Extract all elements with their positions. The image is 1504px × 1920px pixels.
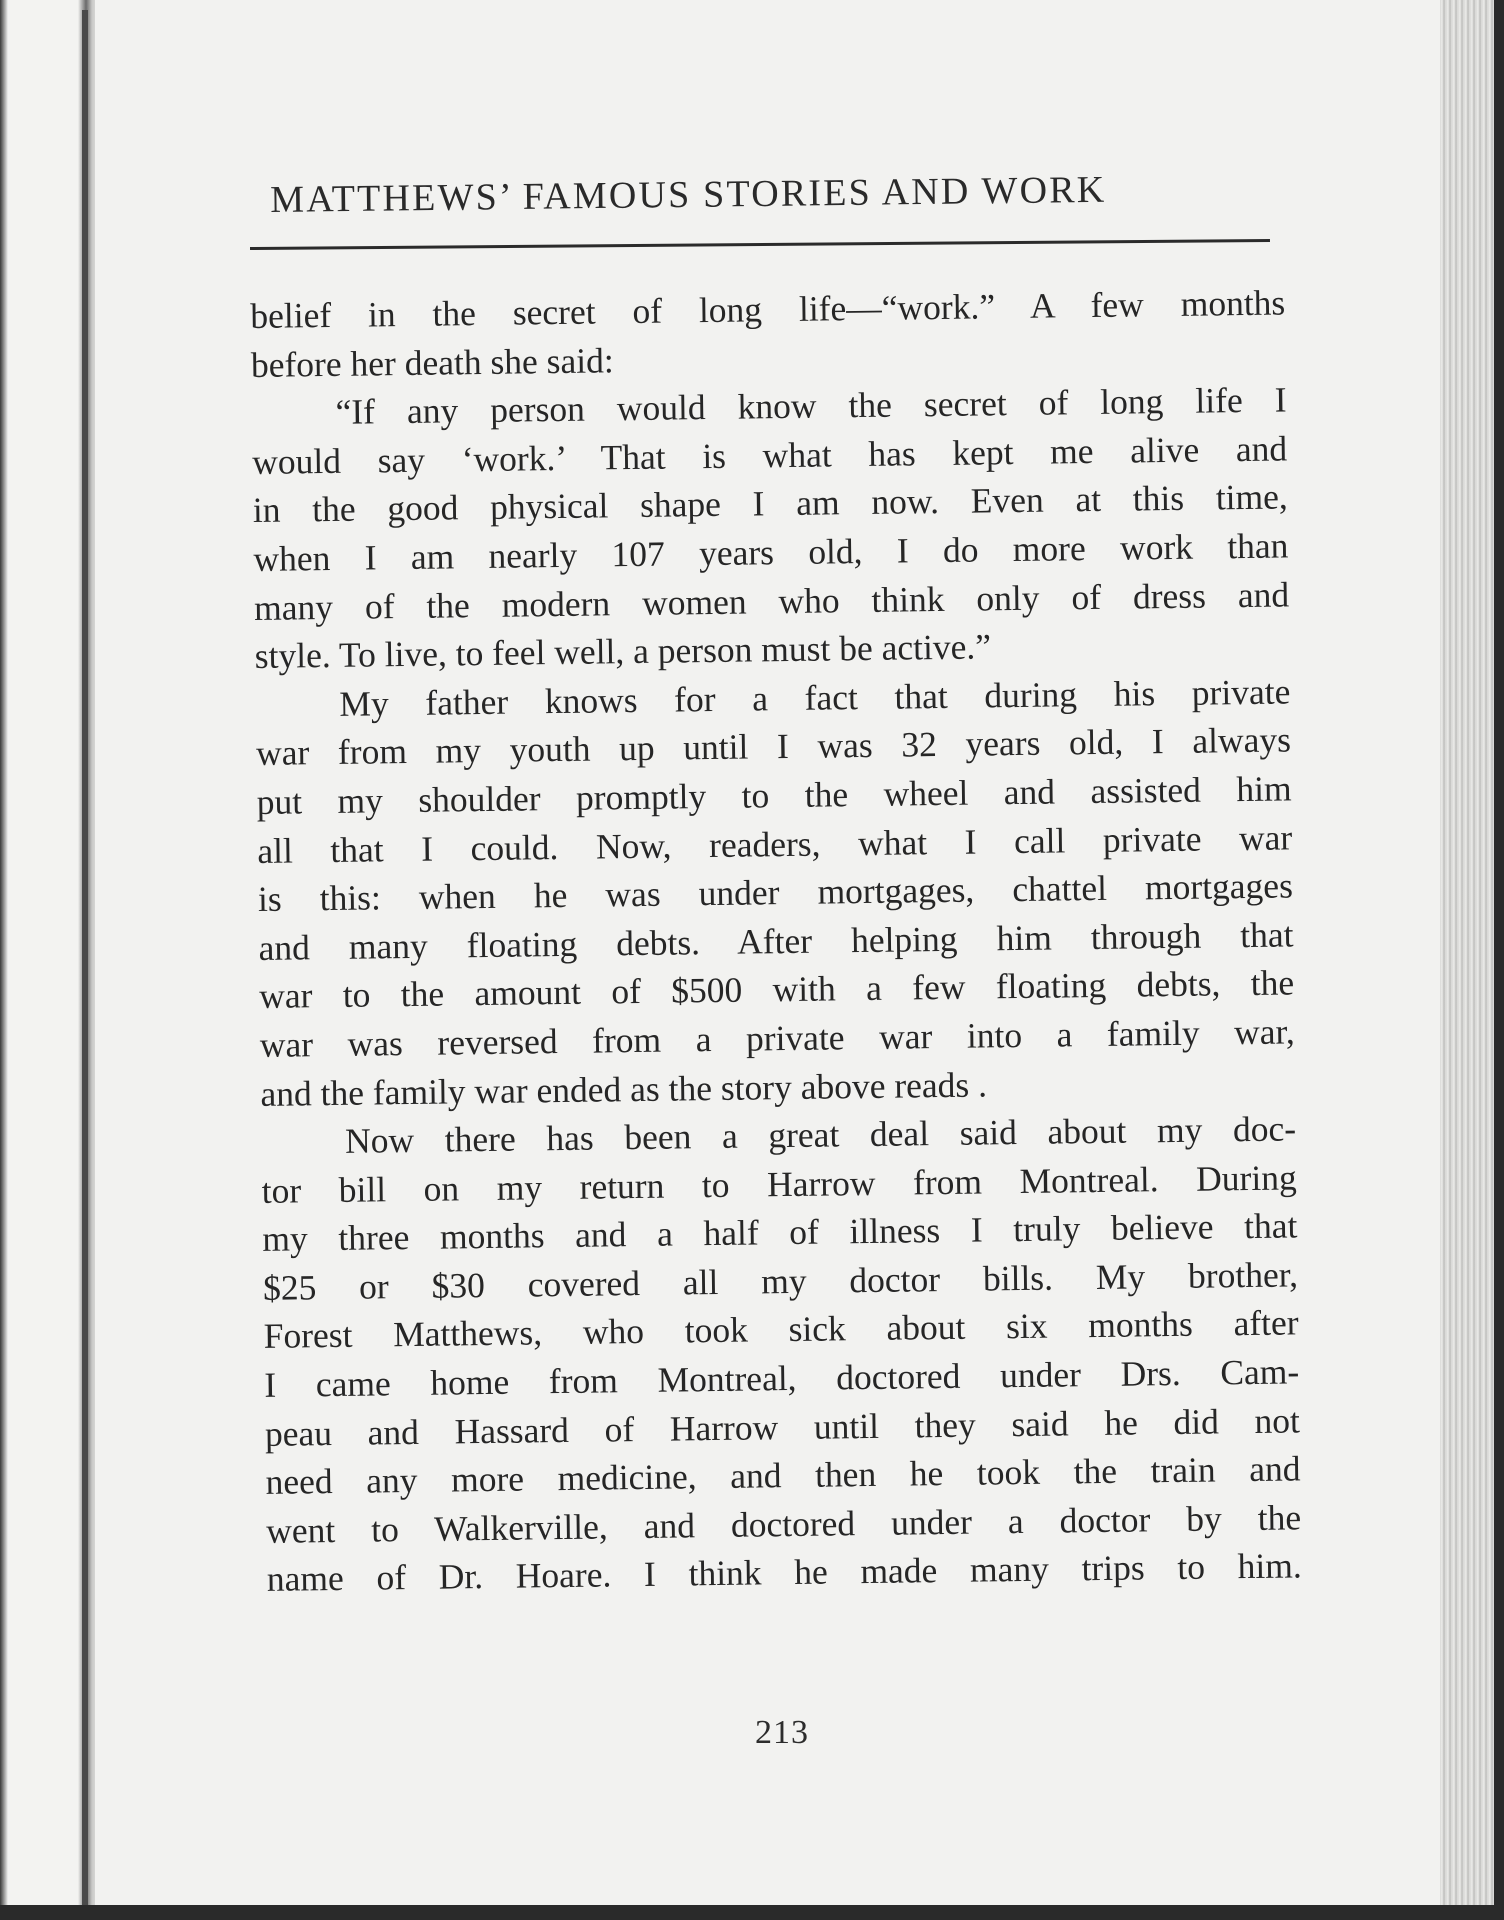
text-line: style. To live, to feel well, a person must be active.”: [254, 626, 992, 677]
text-line: put my shoulder promptly to the wheel and assisted him: [256, 768, 1292, 822]
text-line: is this: when he was under mortgages, chattel mortgages: [257, 865, 1294, 920]
text-line: my three months and a half of illness I truly believe that: [262, 1205, 1298, 1260]
text-line: need any more medicine, and then he took the train and: [265, 1448, 1301, 1503]
text-line: all that I could. Now, readers, what I call private war: [257, 816, 1293, 871]
text-line: My father knows for a fact that during his private: [339, 671, 1291, 724]
text-line: war was reversed from a private war into a family war,: [259, 1011, 1296, 1065]
text-line: war from my youth up until I was 32 years old, I always: [255, 719, 1292, 774]
text-line: tor bill on my return to Harrow from Montreal. During: [261, 1157, 1297, 1211]
text-line: when I am nearly 107 years old, I do more work than: [253, 525, 1289, 579]
text-line: I came home from Montreal, doctored under Drs. Cam-: [264, 1351, 1300, 1405]
binding-gutter: [82, 10, 88, 1905]
text-line: many of the modern women who think only of dress and: [253, 573, 1290, 628]
text-line: name of Dr. Hoare. I think he made many trips to him.: [266, 1545, 1303, 1600]
text-line: would say ‘work.’ That is what has kept me alive and: [251, 428, 1288, 482]
text-line: Now there has been a great deal said about my doc-: [344, 1108, 1297, 1161]
text-line: in the good physical shape I am now. Even at this time,: [252, 476, 1289, 531]
text-line: and many floating debts. After helping him through that: [258, 914, 1294, 968]
text-line: before her death she said:: [250, 339, 614, 385]
body-text: [250, 278, 1302, 1603]
text-line: $25 or $30 covered all my doctor bills. My brother,: [262, 1254, 1299, 1308]
page-stack-edge: [1440, 0, 1504, 1920]
text-line: “If any person would know the secret of long life I: [335, 379, 1287, 433]
scan-bottom-edge: [0, 1905, 1504, 1920]
text-line: Forest Matthews, who took sick about six months after: [263, 1302, 1299, 1357]
page-number: 213: [755, 1714, 809, 1751]
text-line: and the family war ended as the story above reads .: [260, 1063, 988, 1114]
running-head: MATTHEWS’ FAMOUS STORIES AND WORK: [270, 168, 1107, 221]
text-line: belief in the secret of long life—“work.” A few months: [250, 282, 1286, 336]
text-line: peau and Hassard of Harrow until they said he did not: [264, 1400, 1301, 1454]
text-line: war to the amount of $500 with a few floating debts, the: [258, 962, 1295, 1017]
text-line: went to Walkerville, and doctored under a doctor by the: [265, 1497, 1302, 1551]
